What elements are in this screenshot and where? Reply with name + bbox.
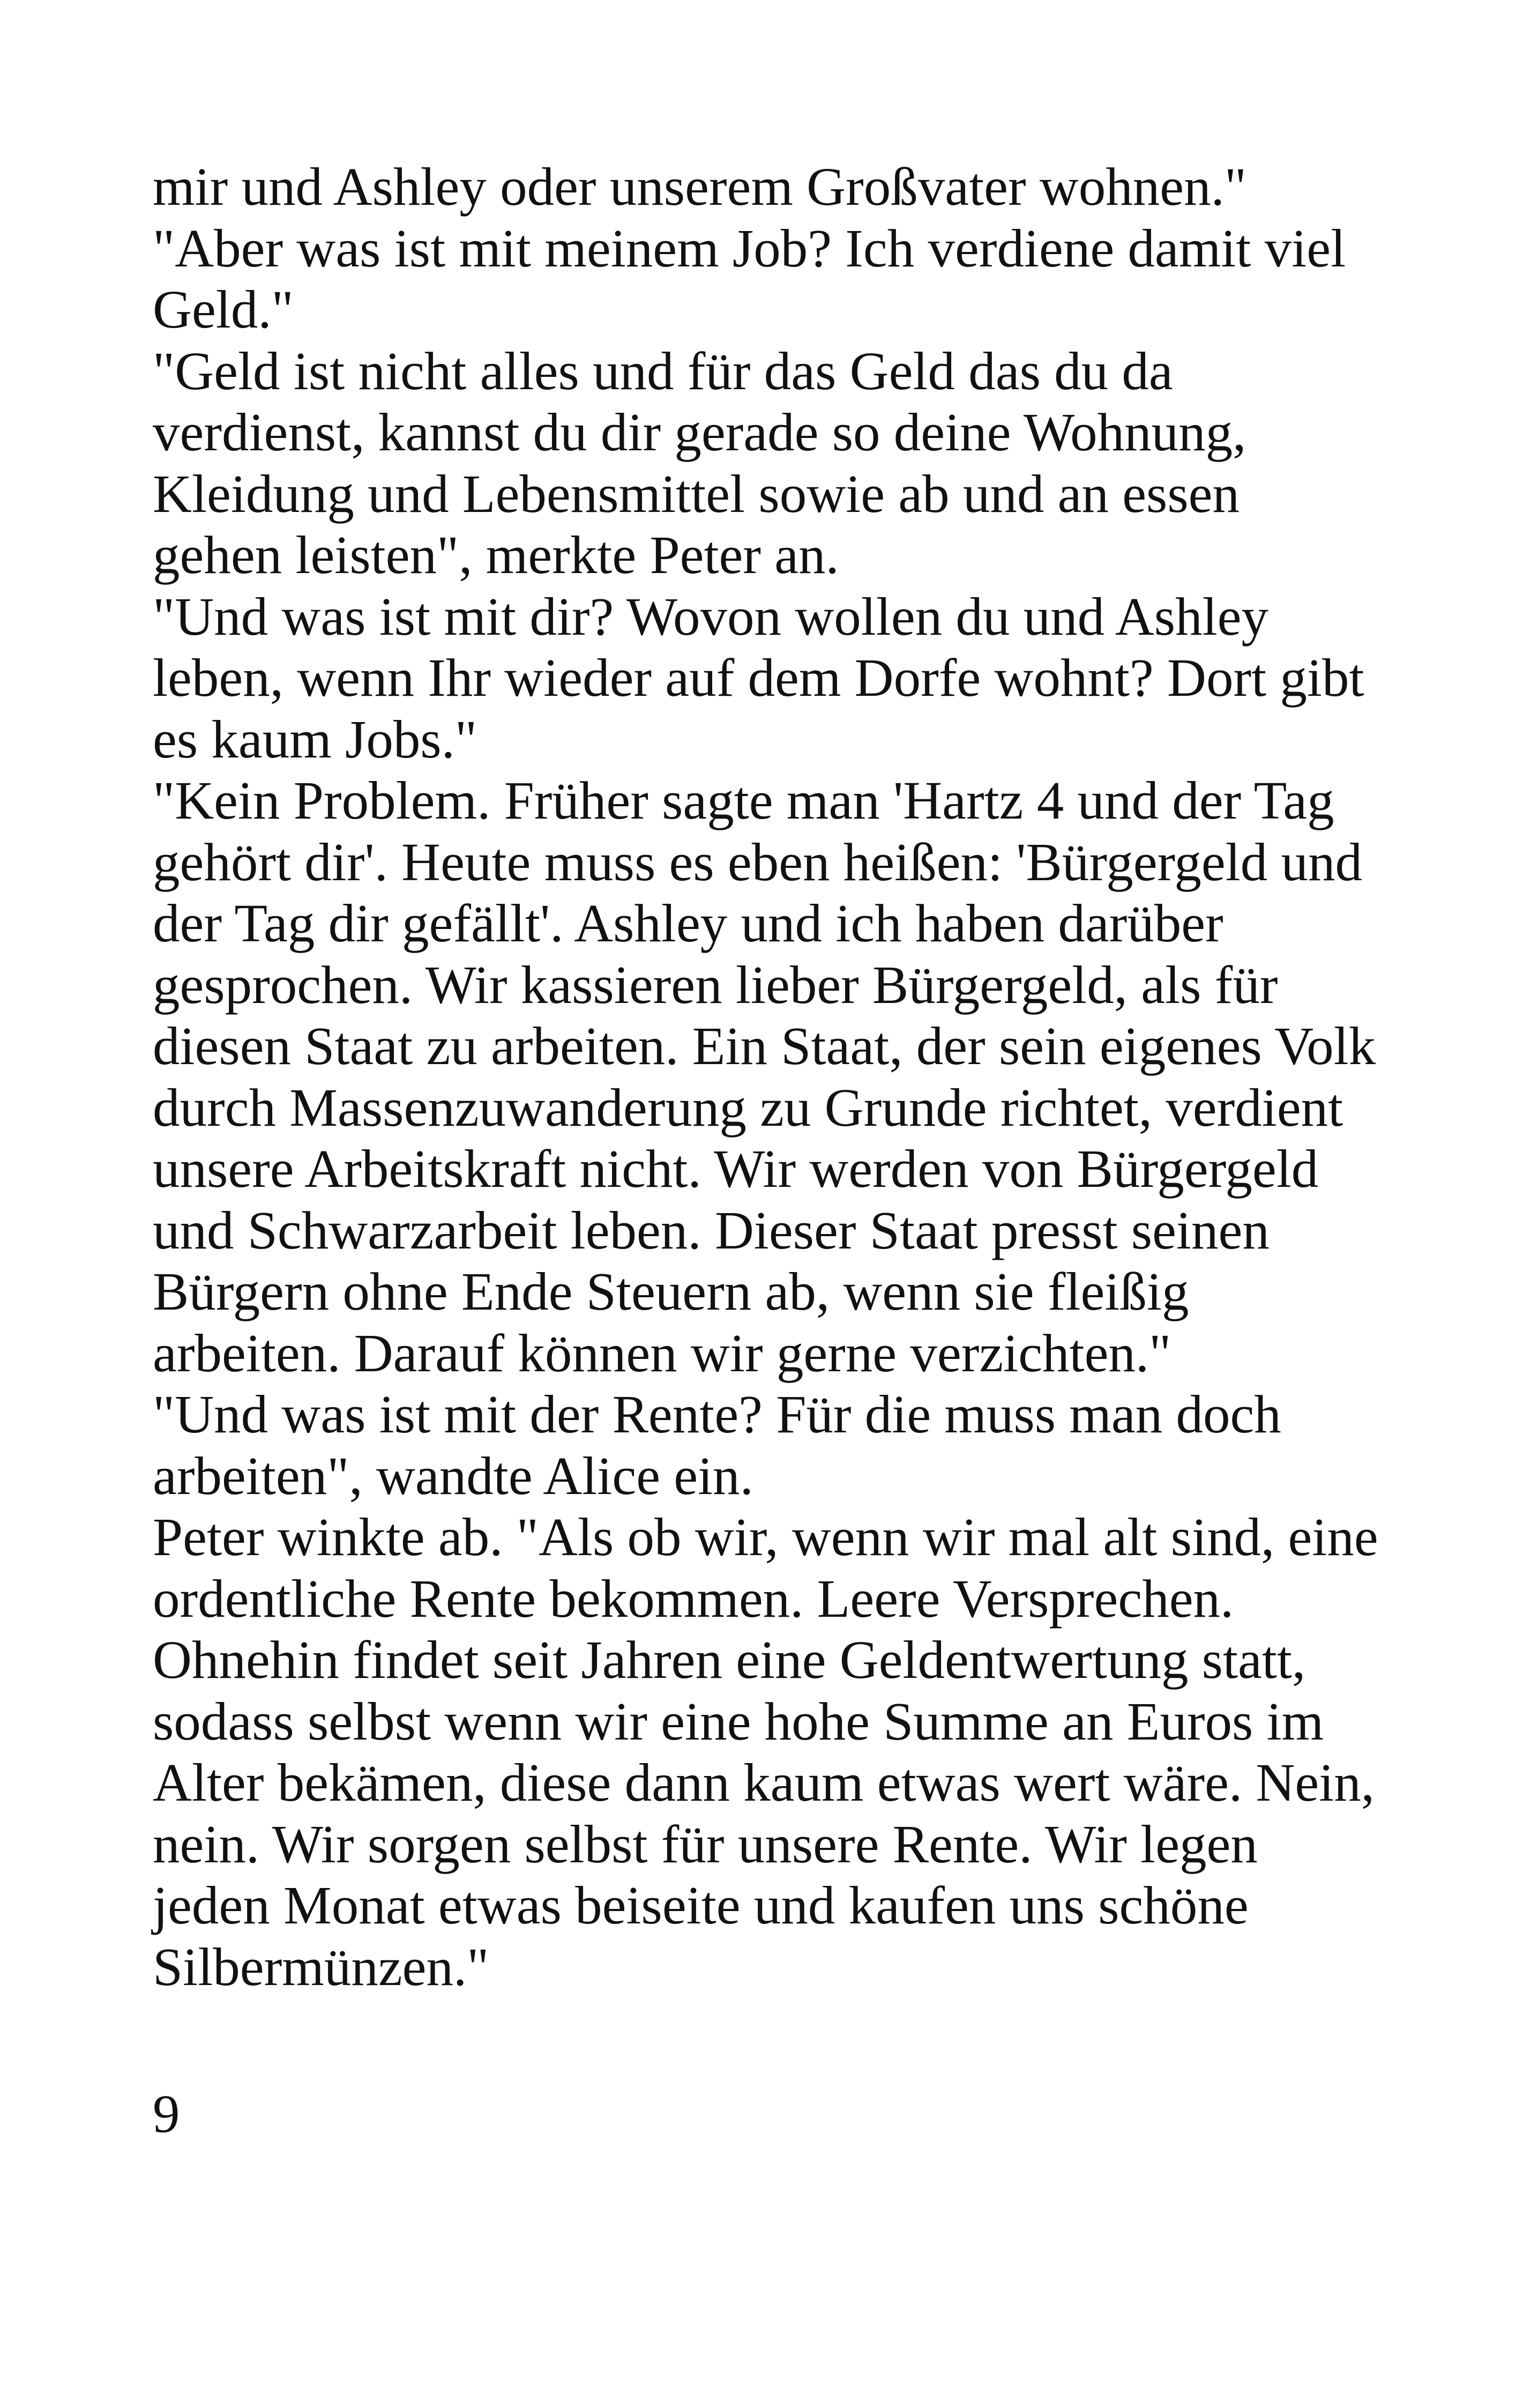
text-line: arbeiten. Darauf können wir gerne verzichten." — [153, 1322, 1171, 1383]
text-line: Geld." — [153, 279, 294, 339]
page-number: 9 — [153, 2084, 180, 2144]
text-line: unsere Arbeitskraft nicht. Wir werden von Bürgergeld — [153, 1139, 1319, 1199]
text-line: arbeiten", wandte Alice ein. — [153, 1445, 753, 1506]
body-text — [153, 156, 1385, 1997]
text-line: Kleidung und Lebensmittel sowie ab und an essen — [153, 463, 1240, 524]
text-line: "Aber was ist mit meinem Job? Ich verdiene damit viel — [153, 218, 1346, 278]
text-line: nein. Wir sorgen selbst für unsere Rente. Wir legen — [153, 1814, 1258, 1874]
text-line: ordentliche Rente bekommen. Leere Versprechen. — [153, 1568, 1234, 1629]
text-line: jeden Monat etwas beiseite und kaufen uns schöne — [153, 1875, 1249, 1935]
text-line: diesen Staat zu arbeiten. Ein Staat, der sein eigenes Volk — [153, 1016, 1376, 1076]
text-line: Silbermünzen." — [153, 1936, 489, 1997]
text-line: gehen leisten", merkte Peter an. — [153, 525, 839, 585]
text-line: und Schwarzarbeit leben. Dieser Staat presst seinen — [153, 1200, 1270, 1260]
text-line: "Und was ist mit dir? Wovon wollen du und Ashley — [153, 586, 1268, 646]
text-line: verdienst, kannst du dir gerade so deine Wohnung, — [153, 402, 1246, 462]
text-line: sodass selbst wenn wir eine hohe Summe an Euros im — [153, 1691, 1324, 1751]
text-line: "Kein Problem. Früher sagte man 'Hartz 4 und der Tag — [153, 770, 1334, 830]
text-line: gehört dir'. Heute muss es eben heißen: 'Bürgergeld und — [153, 831, 1362, 892]
text-line: der Tag dir gefällt'. Ashley und ich haben darüber — [153, 893, 1223, 953]
text-line: mir und Ashley oder unserem Großvater wohnen." — [153, 157, 1247, 217]
text-line: gesprochen. Wir kassieren lieber Bürgergeld, als für — [153, 954, 1278, 1015]
text-line: Ohnehin findet seit Jahren eine Geldentwertung statt, — [153, 1630, 1306, 1690]
text-line: Alter bekämen, diese dann kaum etwas wert wäre. Nein, — [153, 1752, 1375, 1812]
text-line: durch Massenzuwanderung zu Grunde richtet, verdient — [153, 1077, 1343, 1138]
text-line: "Und was ist mit der Rente? Für die muss man doch — [153, 1384, 1281, 1444]
text-line: leben, wenn Ihr wieder auf dem Dorfe wohnt? Dort gibt — [153, 648, 1364, 708]
text-line: Bürgern ohne Ende Steuern ab, wenn sie fleißig — [153, 1261, 1189, 1321]
text-line: es kaum Jobs." — [153, 709, 477, 769]
text-line: "Geld ist nicht alles und für das Geld das du da — [153, 340, 1173, 401]
text-line: Peter winkte ab. "Als ob wir, wenn wir mal alt sind, eine — [153, 1507, 1378, 1567]
